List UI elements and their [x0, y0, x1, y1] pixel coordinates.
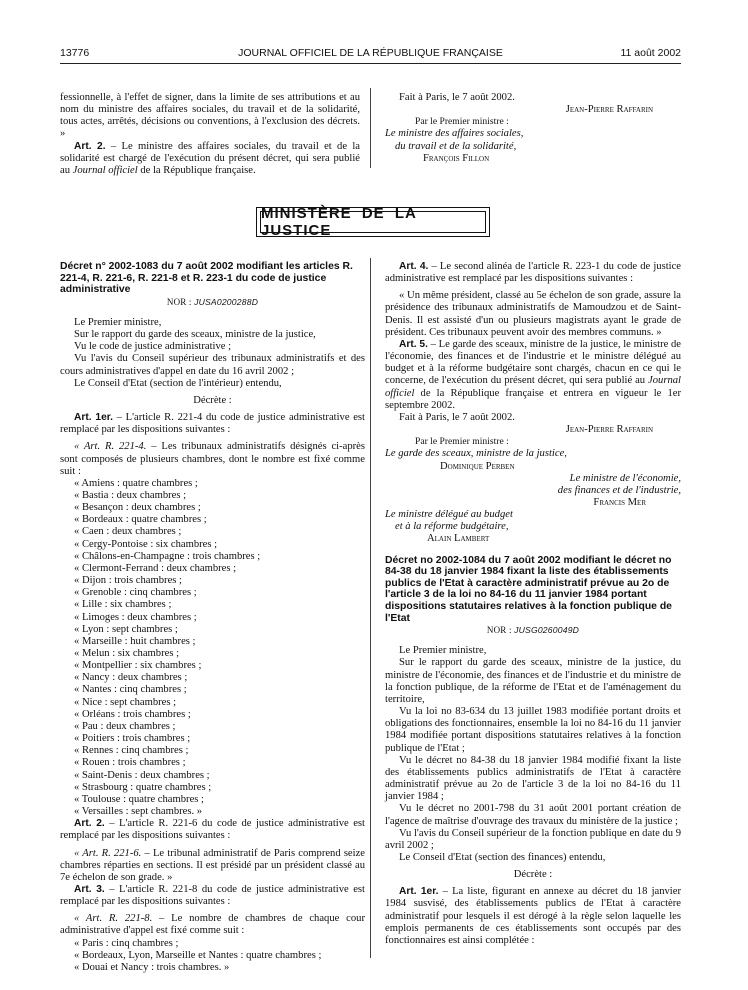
signature: Alain Lambert — [427, 533, 490, 545]
article-label: Art. 2. — [74, 140, 106, 152]
page-number: 13776 — [60, 47, 90, 59]
nor-line: NOR : JUSA0200288D — [166, 296, 259, 307]
preamble-line: Le Premier ministre, — [399, 645, 487, 657]
list-item: « Clermont-Ferrand : deux chambres ; — [74, 562, 237, 574]
court-list — [60, 938, 365, 974]
preamble-line: Le Conseil d'Etat (section de l'intérieur) entendu, — [74, 377, 282, 389]
article-5: Art. 5. – Le garde des sceaux, ministre de la justice, le ministre de l'économie, des finances et de l'industrie et le ministre délégué au budget et à la réforme budgétaire sont chargés, chacun en ce qui le concerne, de l'exécution du présent décret, qui sera publié au Journal officiel de la République française et entrera en vigueur le 1er septembre 2002. — [385, 338, 681, 411]
fait-line: Fait à Paris, le 7 août 2002. — [399, 411, 515, 423]
preamble-line: Vu l'avis du Conseil supérieur des tribunaux administratifs et des cours administratives d'appel en date du 16 avril 2002 ; — [60, 353, 365, 377]
list-item: « Douai et Nancy : trois chambres. » — [74, 961, 230, 973]
article-4: Art. 4. – Le second alinéa de l'article R. 223-1 du code de justice administrative est remplacé par les dispositions suivantes : — [385, 261, 682, 285]
preamble — [60, 317, 365, 390]
journal-title: JOURNAL OFFICIEL DE LA RÉPUBLIQUE FRANÇAISE — [238, 47, 503, 59]
article-3: Art. 3. – L'article R. 221-8 du code de justice administrative est remplacé par les dispositions suivantes : — [60, 883, 365, 908]
list-item: « Besançon : deux chambres ; — [74, 502, 201, 514]
list-item: « Marseille : huit chambres ; — [74, 635, 196, 647]
nor-line: NOR : JUSG0260049D — [486, 625, 580, 636]
minister-title: Le ministre de l'économie, — [569, 472, 681, 484]
par-line: Par le Premier ministre : — [415, 116, 509, 128]
column-divider-main — [370, 258, 371, 958]
preamble-line: Vu le décret no 2001-798 du 31 août 2001 portant création de l'agence de maîtrise d'ouvrage des travaux du ministère de la justice ; — [385, 803, 681, 827]
list-item: « Dijon : trois chambres ; — [74, 575, 182, 587]
header-rule — [60, 63, 681, 64]
ministry-heading-box — [256, 207, 490, 237]
running-header — [60, 47, 681, 61]
article-2-paragraph: Art. 2. – Le ministre des affaires sociales, du travail et de la solidarité est chargé de l'exécution du présent décret, qui sera publié au Journal officiel de la République française. — [60, 140, 360, 176]
column-divider-top — [370, 88, 371, 168]
list-item: « Châlons-en-Champagne : trois chambres ; — [74, 550, 261, 562]
ministry-heading: MINISTÈRE DE LA JUSTICE — [260, 211, 486, 233]
quote-r221-6: « Art. R. 221-6. – Le tribunal administratif de Paris comprend seize chambres réparties en sections. Il est présidé par un président classé au 7e échelon de son grade. » — [60, 847, 365, 883]
minister-title: et à la réforme budgétaire, — [395, 521, 509, 533]
list-item: « Caen : deux chambres ; — [74, 526, 182, 538]
preamble-line: Le Premier ministre, — [74, 316, 162, 328]
minister-title: Le ministre délégué au budget — [385, 509, 513, 521]
fait-line: Fait à Paris, le 7 août 2002. — [399, 92, 515, 103]
signature: Jean-Pierre Raffarin — [565, 104, 653, 116]
minister-title: Le garde des sceaux, ministre de la justice, — [385, 448, 567, 460]
decrete-line: Décrète : — [513, 869, 553, 881]
minister-title: des finances et de l'industrie, — [557, 484, 681, 496]
preamble-line: Sur le rapport du garde des sceaux, ministre de la justice, — [74, 329, 316, 341]
list-item: « Grenoble : cinq chambres ; — [74, 587, 197, 599]
list-item: « Rouen : trois chambres ; — [74, 757, 186, 769]
signature: Jean-Pierre Raffarin — [565, 424, 653, 436]
list-item: « Nancy : deux chambres ; — [74, 672, 188, 684]
article-2: Art. 2. – L'article R. 221-6 du code de justice administrative est remplacé par les dispositions suivantes : — [60, 818, 365, 842]
list-item: « Toulouse : quatre chambres ; — [74, 793, 204, 805]
par-line: Par le Premier ministre : — [415, 436, 509, 448]
signature: Francis Mer — [593, 496, 646, 508]
preamble-line: Sur le rapport du garde des sceaux, ministre de la justice, du ministre de l'économie, des finances et de l'industrie et du ministre de la fonction publique, de la réforme de l'Etat et de l'aménagement du territoire, — [385, 657, 681, 705]
decree-title: Décret no 2002-1084 du 7 août 2002 modifiant le décret no 84-38 du 18 janvier 1984 fixant la liste des établissements publics de l'Etat à caractère administratif prévue au 2o de l'article 3 de la loi no 84-16 du 11 janvier 1984 portant dispositions statutaires relatives à la fonction publique de l'Etat — [385, 554, 672, 624]
list-item: « Nantes : cinq chambres ; — [74, 684, 187, 696]
list-item: « Bordeaux : quatre chambres ; — [74, 514, 207, 526]
decrete-line: Décrète : — [193, 394, 232, 406]
quote-r223-1: « Un même président, classé au 5e échelon de son grade, assure la présidence des tribunaux administratifs de Mamoudzou et de Saint-Denis. Il est assisté d'un ou plusieurs magistrats ayant le grade de président. Ces tribunaux peuvent avoir des membres communs. » — [385, 290, 681, 338]
list-item: « Montpellier : six chambres ; — [74, 660, 202, 672]
list-item: « Versailles : sept chambres. » — [74, 806, 203, 818]
preamble-line: Vu l'avis du Conseil supérieur de la fonction publique en date du 9 avril 2002 ; — [385, 827, 681, 851]
list-item: « Poitiers : trois chambres ; — [74, 733, 191, 745]
paragraph: fessionnelle, à l'effet de signer, dans la limite de ses attributions et au nom du ministre des affaires sociales, du travail et de la solidarité, tous actes, arrêtés, décisions ou conventions, à l'exclusion des décrets. » — [60, 92, 360, 140]
signature: Dominique Perben — [440, 460, 515, 472]
issue-date: 11 août 2002 — [620, 47, 681, 59]
preamble-line: Vu la loi no 83-634 du 13 juillet 1983 modifiée portant droits et obligations des fonctionnaires, ensemble la loi no 84-16 du 11 janvier 1984 modifiée portant dispositions statutaires relatives à la fonction publique de l'Etat ; — [385, 706, 681, 754]
decree-title: Décret n° 2002-1083 du 7 août 2002 modifiant les articles R. 221-4, R. 221-6, R. 221-8 et R. 223-1 du code de justice administrative — [60, 261, 353, 296]
preamble — [385, 645, 681, 864]
preamble-line: Vu le décret no 84-38 du 18 janvier 1984 modifié fixant la liste des établissements publics administratifs de l'Etat à caractère administratif prévue au 2o de l'article 3 de la loi no 84-16 du 11 janvier 1984 ; — [385, 754, 681, 803]
top-right-column — [385, 92, 681, 165]
list-item: « Limoges : deux chambres ; — [74, 611, 197, 623]
minister-title: du travail et de la solidarité, — [395, 140, 517, 152]
chamber-list — [60, 478, 365, 818]
list-item: « Melun : six chambres ; — [74, 648, 180, 659]
list-item: « Lyon : sept chambres ; — [74, 623, 178, 635]
list-item: « Nice : sept chambres ; — [74, 696, 177, 708]
top-left-column — [60, 92, 360, 177]
article-1: Art. 1er. – La liste, figurant en annexe au décret du 18 janvier 1984 susvisé, des établissements publics de l'Etat à caractère administratif pour lesquels il est dérogé à la règle selon laquelle les emplois permanents de ces établissements sont occupés par des fonctionnaires est ainsi complétée : — [385, 886, 681, 946]
list-item: « Pau : deux chambres ; — [74, 720, 176, 732]
list-item: « Strasbourg : quatre chambres ; — [74, 781, 212, 793]
list-item: « Rennes : cinq chambres ; — [74, 745, 189, 757]
quote-r221-8: « Art. R. 221-8. – Le nombre de chambres de chaque cour administrative d'appel est fixé comme suit : — [60, 913, 365, 937]
right-main-column — [385, 261, 681, 947]
list-item: « Cergy-Pontoise : six chambres ; — [74, 538, 218, 550]
signature: François Fillon — [423, 152, 490, 164]
left-main-column — [60, 261, 365, 974]
list-item: « Amiens : quatre chambres ; — [74, 477, 198, 489]
article-1: Art. 1er. – L'article R. 221-4 du code de justice administrative est remplacé par les dispositions suivantes : — [60, 412, 365, 436]
preamble-line: Vu le code de justice administrative ; — [74, 341, 232, 353]
list-item: « Saint-Denis : deux chambres ; — [74, 769, 210, 781]
preamble-line: Le Conseil d'Etat (section des finances) entendu, — [399, 851, 606, 863]
list-item: « Bastia : deux chambres ; — [74, 489, 187, 501]
list-item: « Bordeaux, Lyon, Marseille et Nantes : quatre chambres ; — [74, 949, 322, 961]
minister-title: Le ministre des affaires sociales, — [385, 128, 524, 140]
list-item: « Paris : cinq chambres ; — [74, 937, 179, 949]
quote-r221-4: « Art. R. 221-4. – Les tribunaux administratifs désignés ci-après sont composés de plusieurs chambres, dont le nombre est fixé comme suit : — [60, 441, 365, 477]
list-item: « Orléans : trois chambres ; — [74, 708, 191, 720]
list-item: « Lille : six chambres ; — [74, 599, 172, 611]
